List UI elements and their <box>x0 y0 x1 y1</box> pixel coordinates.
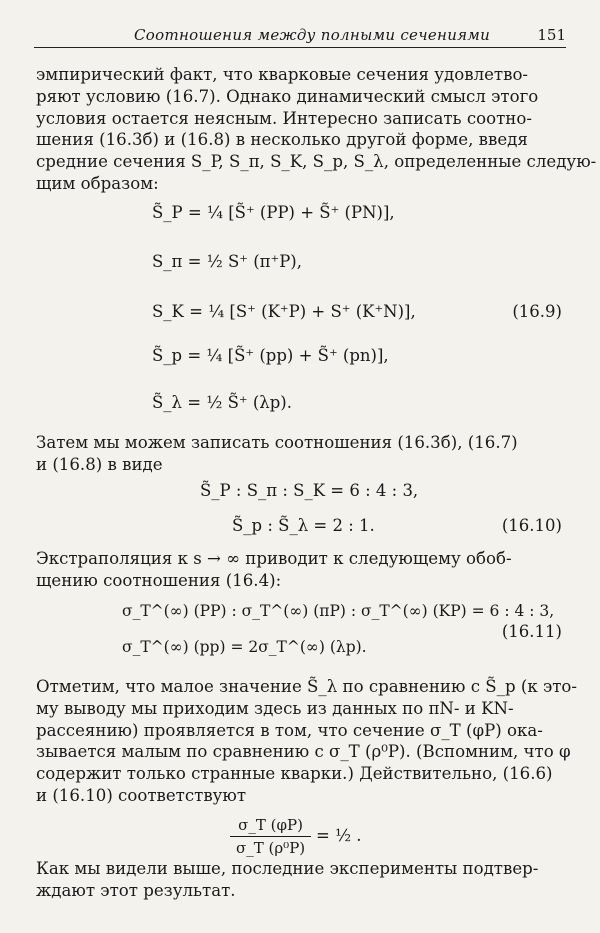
paragraph-2 <box>36 432 564 476</box>
text-line: средние сечения S_P, S_π, S_K, S_p, S_λ, определенные следую- <box>36 152 597 172</box>
paragraph-5 <box>36 858 564 902</box>
fraction-rhs: = ½ . <box>316 826 362 845</box>
header-rule <box>34 47 566 48</box>
text-line: и (16.10) соответствуют <box>36 785 247 805</box>
text-line: шения (16.3б) и (16.8) в несколько другой форме, введя <box>36 130 528 150</box>
equation-line: S_π = ½ S⁺ (π⁺P), <box>152 252 302 271</box>
fraction-numerator: σ_T (φP) <box>230 816 311 837</box>
equation-number: (16.9) <box>512 302 562 321</box>
text-line: ждают этот результат. <box>36 880 236 900</box>
paragraph-4 <box>36 676 578 807</box>
page-header <box>34 26 566 48</box>
equation-line: σ_T^(∞) (PP) : σ_T^(∞) (πP) : σ_T^(∞) (KP) = 6 : 4 : 3, <box>122 602 555 620</box>
page-number: 151 <box>537 26 566 44</box>
equation-number: (16.11) <box>501 622 562 641</box>
fraction-denominator: σ_T (ρ⁰P) <box>236 839 306 857</box>
text-line: содержит только странные кварки.) Действительно, (16.6) <box>36 764 553 784</box>
equation-line: σ_T^(∞) (pp) = 2σ_T^(∞) (λp). <box>122 638 367 656</box>
text-line: Отметим, что малое значение S̃_λ по сравнению с S̃_p (к это- <box>36 677 578 696</box>
text-line: условия остается неясным. Интересно записать соотно- <box>36 108 532 128</box>
text-line: Как мы видели выше, последние эксперименты подтвер- <box>36 859 539 878</box>
text-line: щим образом: <box>36 173 159 193</box>
text-line: зывается малым по сравнению с σ_T (ρ⁰P). (Вспомним, что φ <box>36 742 571 762</box>
equation-line: S̃_p : S̃_λ = 2 : 1. <box>232 516 375 535</box>
paragraph-1 <box>36 64 597 195</box>
equation-line: S̃_P : S_π : S_K = 6 : 4 : 3, <box>200 481 419 500</box>
text-line: и (16.8) в виде <box>36 454 163 474</box>
text-line: му выводу мы приходим здесь из данных по πN- и KN- <box>36 698 514 718</box>
text-line: щению соотношения (16.4): <box>36 570 282 590</box>
text-line: ряют условию (16.7). Однако динамический смысл этого <box>36 86 539 106</box>
equation-line: S̃_λ = ½ S̃⁺ (λp). <box>152 393 292 412</box>
paragraph-3 <box>36 548 564 592</box>
text-line: эмпирический факт, что кварковые сечения удовлетво- <box>36 65 529 84</box>
text-line: рассеянию) проявляется в том, что сечение σ_T (φP) ока- <box>36 720 543 740</box>
text-line: Экстраполяция к s → ∞ приводит к следующему обоб- <box>36 549 512 568</box>
running-title: Соотношения между полными сечениями <box>134 26 491 44</box>
equation-line: S̃_P = ¼ [S̃⁺ (PP) + S̃⁺ (PN)], <box>152 203 395 222</box>
ratio-fraction <box>230 816 311 857</box>
equation-line: S_K = ¼ [S⁺ (K⁺P) + S⁺ (K⁺N)], <box>152 302 416 321</box>
equation-line: S̃_p = ¼ [S̃⁺ (pp) + S̃⁺ (pn)], <box>152 346 389 365</box>
text-line: Затем мы можем записать соотношения (16.3б), (16.7) <box>36 433 518 452</box>
equation-number: (16.10) <box>501 516 562 535</box>
